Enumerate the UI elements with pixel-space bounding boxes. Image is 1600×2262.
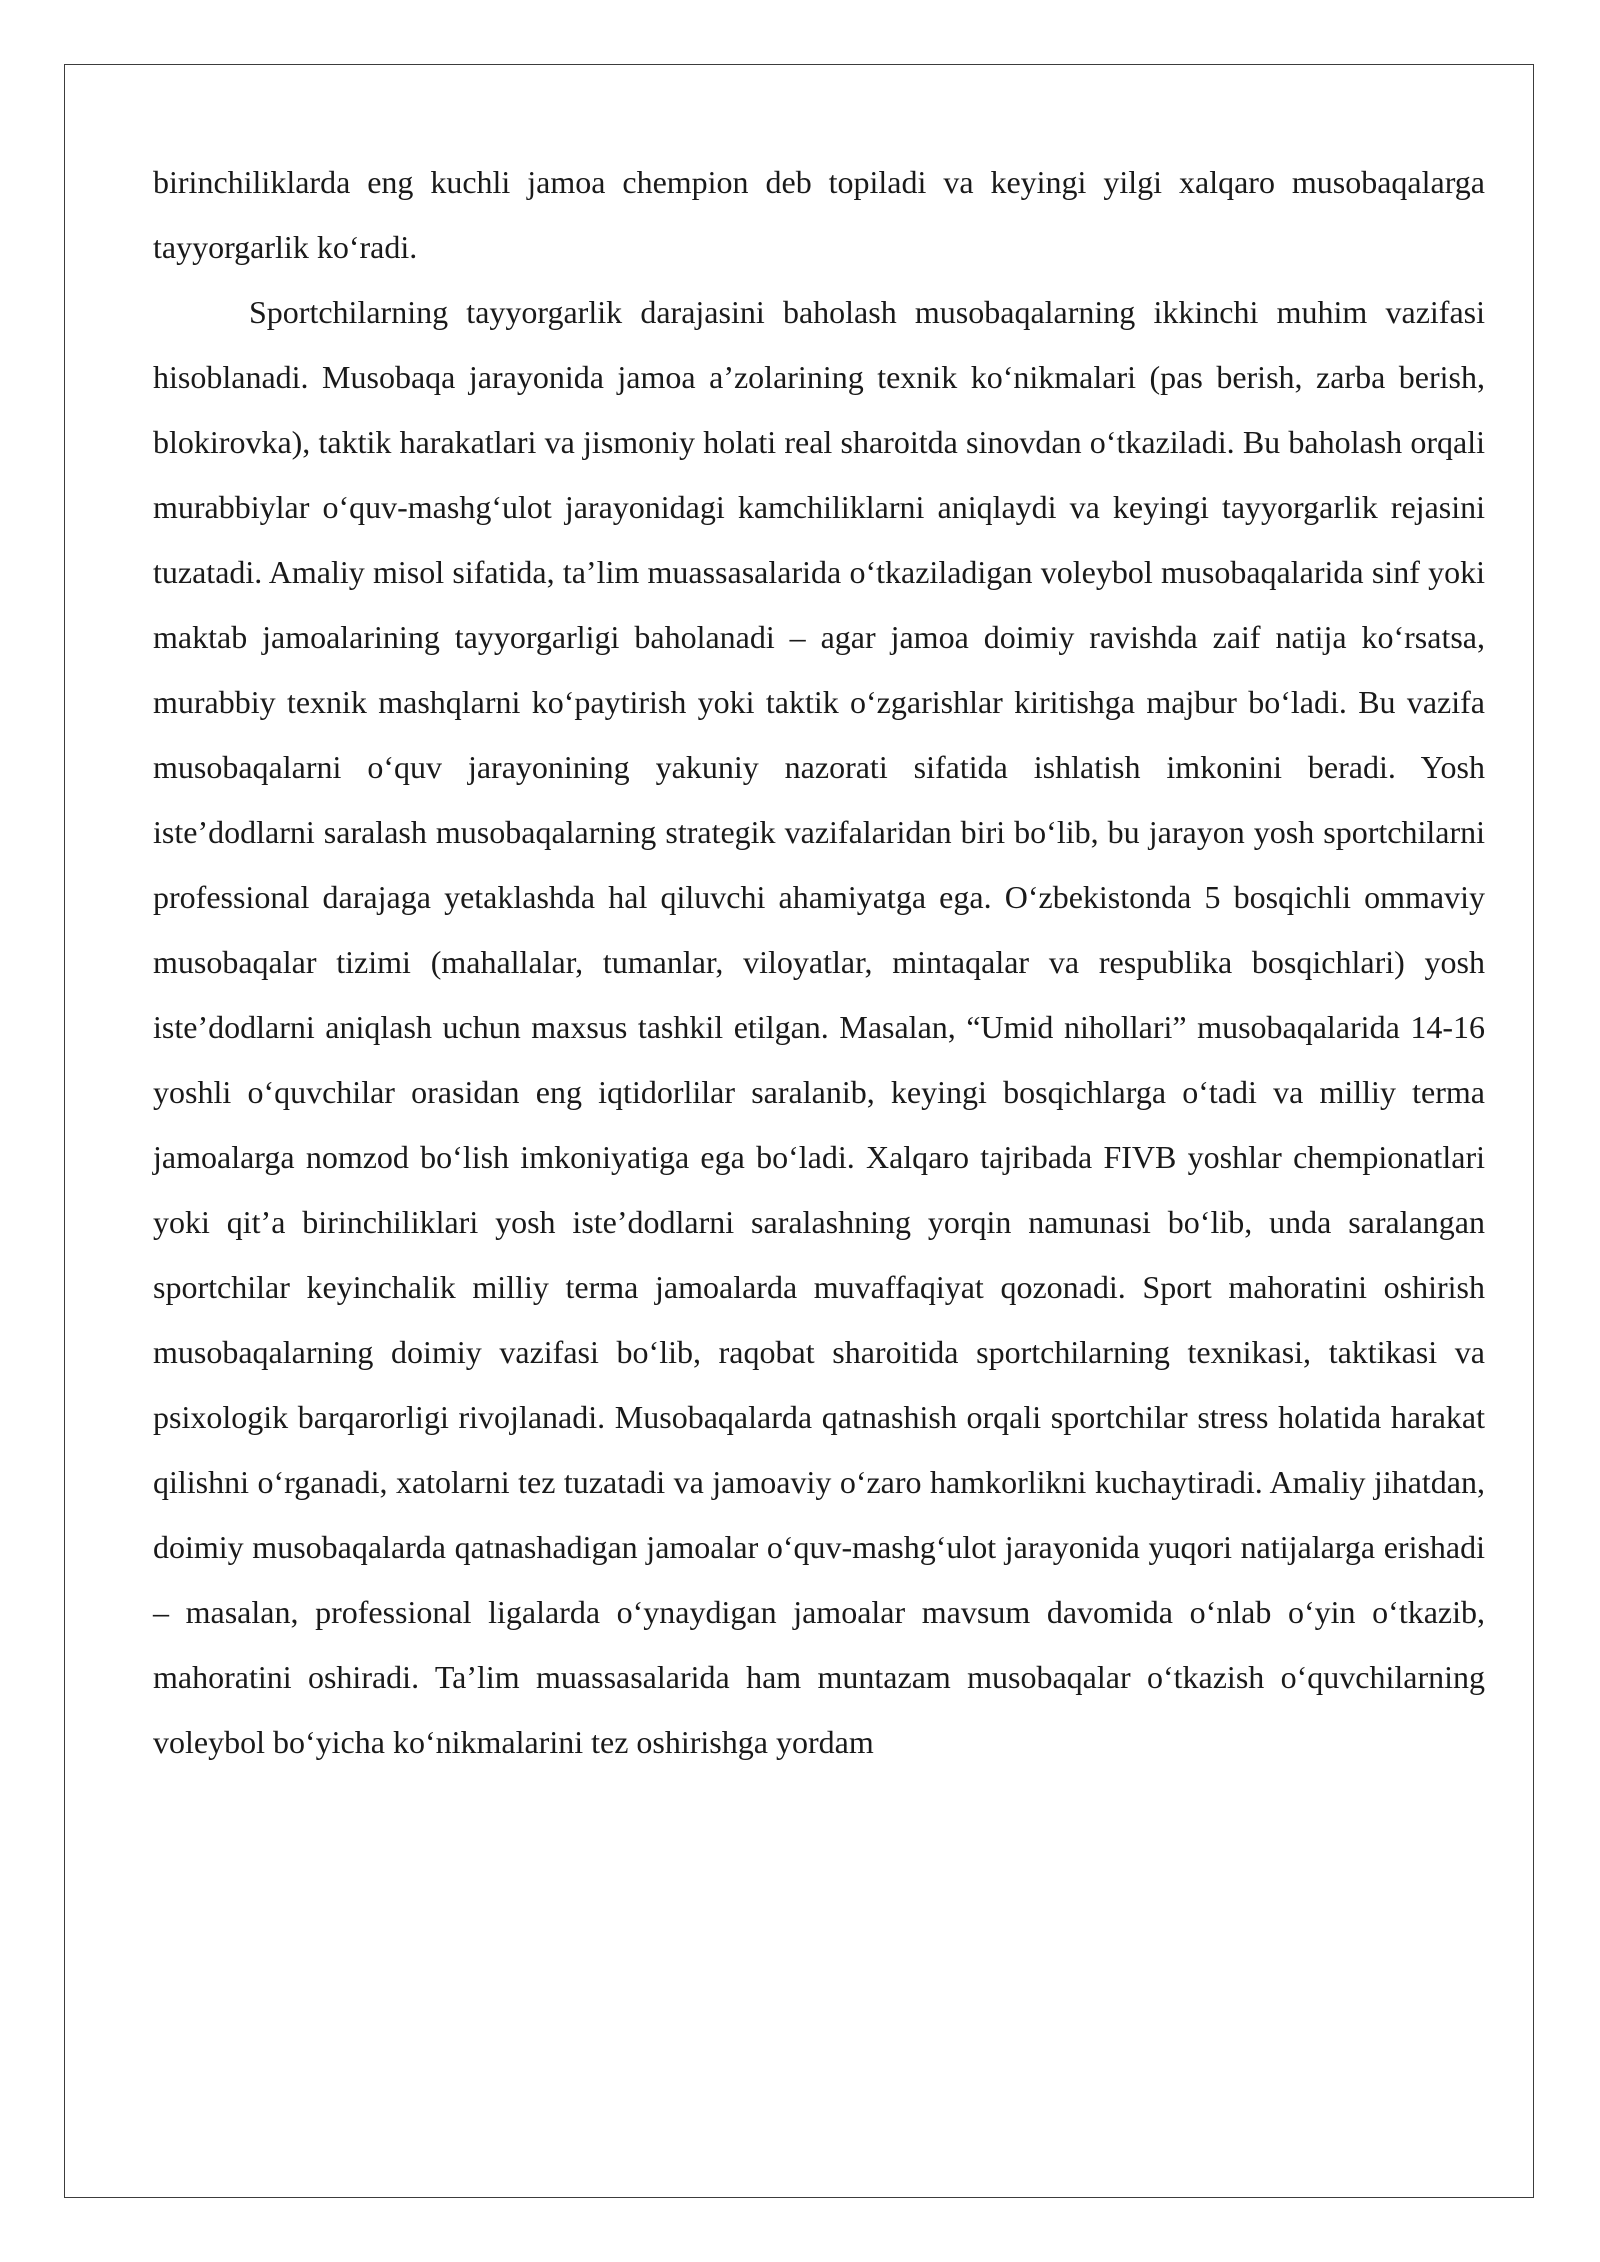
- paragraph-main: Sportchilarning tayyorgarlik darajasini baholash musobaqalarning ikkinchi muhim vazifasi hisoblanadi. Musobaqa jarayonida jamoa a’zolarining texnik ko‘nikmalari (pas berish, zarba berish, blokirovka), taktik harakatlari va jismoniy holati real sharoitda sinovdan o‘tkaziladi. Bu baholash orqali murabbiylar o‘quv-mashg‘ulot jarayonidagi kamchiliklarni aniqlaydi va keyingi tayyorgarlik rejasini tuzatadi. Amaliy misol sifatida, ta’lim muassasalarida o‘tkaziladigan voleybol musobaqalarida sinf yoki maktab jamoalarining tayyorgarligi baholanadi – agar jamoa doimiy ravishda zaif natija ko‘rsatsa, murabbiy texnik mashqlarni ko‘paytirish yoki taktik o‘zgarishlar kiritishga majbur bo‘ladi. Bu vazifa musobaqalarni o‘quv jarayonining yakuniy nazorati sifatida ishlatish imkonini beradi. Yosh iste’dodlarni saralash musobaqalarning strategik vazifalaridan biri bo‘lib, bu jarayon yosh sportchilarni professional darajaga yetaklashda hal qiluvchi ahamiyatga ega. O‘zbekistonda 5 bosqichli ommaviy musobaqalar tizimi (mahallalar, tumanlar, viloyatlar, mintaqalar va respublika bosqichlari) yosh iste’dodlarni aniqlash uchun maxsus tashkil etilgan. Masalan, “Umid nihollari” musobaqalarida 14-16 yoshli o‘quvchilar orasidan eng iqtidorlilar saralanib, keyingi bosqichlarga o‘tadi va milliy terma jamoalarga nomzod bo‘lish imkoniyatiga ega bo‘ladi. Xalqaro tajribada FIVB yoshlar chempionatlari yoki qit’a birinchiliklari yosh iste’dodlarni saralashning yorqin namunasi bo‘lib, unda saralangan sportchilar keyinchalik milliy terma jamoalarda muvaffaqiyat qozonadi. Sport mahoratini oshirish musobaqalarning doimiy vazifasi bo‘lib, raqobat sharoitida sportchilarning texnikasi, taktikasi va psixologik barqarorligi rivojlanadi. Musobaqalarda qatnashish orqali sportchilar stress holatida harakat qilishni o‘rganadi, xatolarni tez tuzatadi va jamoaviy o‘zaro hamkorlikni kuchaytiradi. Amaliy jihatdan, doimiy musobaqalarda qatnashadigan jamoalar o‘quv-mashg‘ulot jarayonida yuqori natijalarga erishadi – masalan, professional ligalarda o‘ynaydigan jamoalar mavsum davomida o‘nlab o‘yin o‘tkazib, mahoratini oshiradi. Ta’lim muassasalarida ham muntazam musobaqalar o‘tkazish o‘quvchilarning voleybol bo‘yicha ko‘nikmalarini tez oshirishga yordam: [153, 294, 1485, 1760]
- document-body: [153, 150, 1485, 1775]
- paragraph-continuation: birinchiliklarda eng kuchli jamoa chempion deb topiladi va keyingi yilgi xalqaro musobaqalarga tayyorgarlik ko‘radi.: [153, 164, 1485, 265]
